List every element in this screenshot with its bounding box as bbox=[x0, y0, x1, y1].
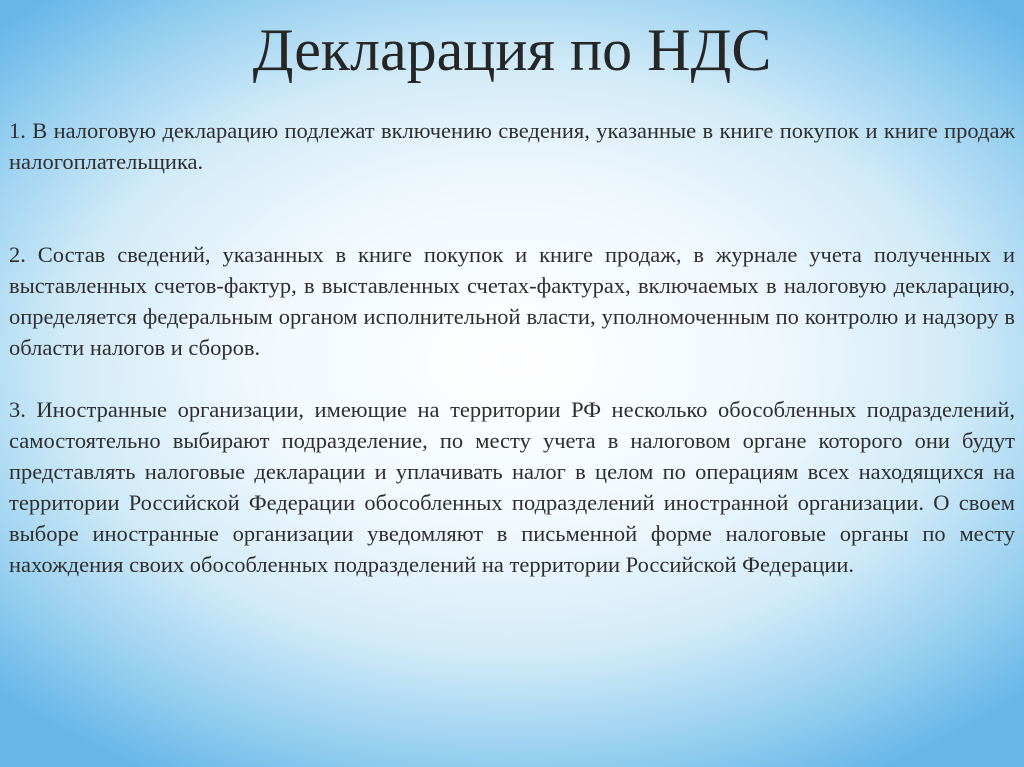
slide-content bbox=[9, 115, 1015, 580]
paragraph-1: 1. В налоговую декларацию подлежат включению сведения, указанные в книге покупок и книге продаж налогоплательщика. bbox=[9, 118, 1015, 174]
paragraph-2: 2. Состав сведений, указанных в книге покупок и книге продаж, в журнале учета полученных и выставленных счетов-фактур, в выставленных счетах-фактурах, включаемых в налоговую декларацию, определяется федеральным органом исполнительной власти, уполномоченным по контролю и надзору в области налогов и сборов. bbox=[9, 242, 1015, 360]
paragraph-3: 3. Иностранные организации, имеющие на территории РФ несколько обособленных подразделений, самостоятельно выбирают подразделение, по месту учета в налоговом органе которого они будут представлять налоговые декларации и уплачивать налог в целом по операциям всех находящихся на территории Российской Федерации обособленных подразделений иностранной организации. О своем выборе иностранные организации уведомляют в письменной форме налоговые органы по месту нахождения своих обособленных подразделений на территории Российской Федерации. bbox=[9, 397, 1015, 577]
slide-title: Декларация по НДС bbox=[252, 17, 772, 83]
